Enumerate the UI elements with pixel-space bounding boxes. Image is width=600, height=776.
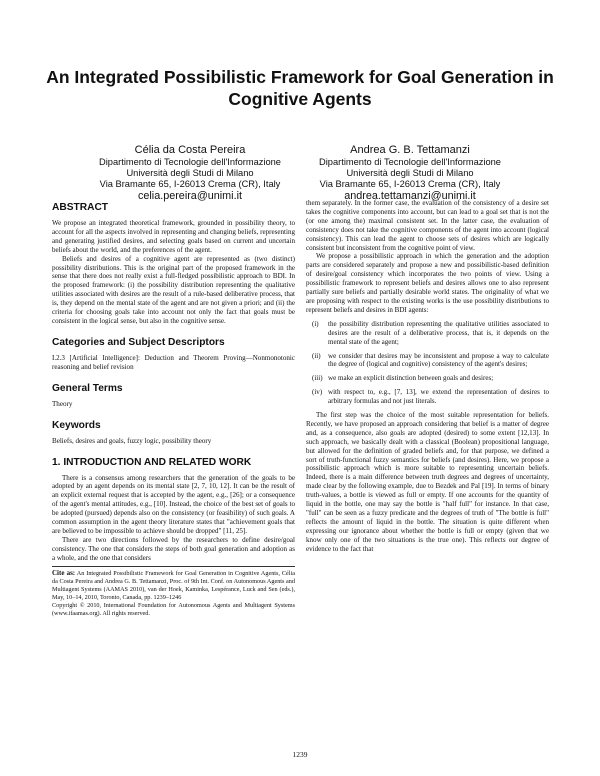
author-univ: Università degli Studi di Milano [126,168,254,178]
author-email: celia.pereira@unimi.it [138,190,242,202]
general-terms-text: Theory [52,399,73,408]
author-address: Via Bramante 65, I-26013 Crema (CR), Italy [319,179,501,189]
intro-paragraph: There are two directions followed by the researchers to define desire/goal consistency. The one that considers the steps of both goal generation and adoption as a whole, and the one that considers [52,535,295,562]
list-item: (ii) we consider that desires may be inconsistent and propose a way to calculate the degree of (logical and cognitive) consistency of the agent's desires; [312,351,549,369]
list-item: (iv) with respect to, e.g., [7, 13], we extend the representation of desires to arbitrary formulas and not just literals. [312,388,549,406]
abstract-paragraph: Beliefs and desires of a cognitive agent are represented as (two distinct) possibility distributions. This is the original part of the proposed framework in the sense that there does not really exist a full-fledged possibilistic approach to BDI. In the proposed framework: (i) the possibility distribution representing the qualitative utilities associated with desires are the result of a rule-based deliberative process, that is, they depend on the mental state of the agent and are not given a priori; and (ii) the criteria for choosing goals take into account not only the fact that goals must be consistent in the logical sense, but also in the cognitive sense. [52,254,295,325]
cite-text: An Integrated Possibilistic Framework for Goal Generation in Cognitive Agents, Célia da Costa Pereira and Andrea G. B. Tettamanzi, Proc. of 9th Int. Conf. on Autonomous Agents and Multiagent Systems (AAMAS 2010), van der Hoek, Kaminka, Lespérance, Luck and Sen (eds.), May, 10–14, 2010, Toronto, Canada, pp. 1239–1246 [52,569,295,601]
body-paragraph: We propose a possibilistic approach in which the generation and the adoption parts are considered separately and propose a new and possibilistic-based definition of desire/goal consistency which incorporates the two points of view. Using a possibilistic framework to represent beliefs and desires allows one to also represent partially sure beliefs and partially desirable world states. The originality of what we are proposing with respect to the existing works is the use possibility distributions to represent beliefs and desires in BDI agents: [306,252,549,314]
body-paragraph: The first step was the choice of the most suitable representation for beliefs. Recently, we have proposed an approach considering that belief is a matter of degree and, as a consequence, also goals are adopted (desired) to some extent [12,13]. In such approach, we basically dealt with a classical (Boolean) propositional language, but allowed for the definition of graded beliefs and, for that purpose, we defined a sort of truth-functional fuzzy semantics for beliefs (and desires). Here, we propose a possibilistic approach which is more suitable to representing uncertain beliefs. Indeed, there is a main difference between truth degrees and degrees of uncertainty, made clear by the following example, due to Bezdek and Pal [19]. In terms of binary truth-values, a bottle is viewed as full or empty. If one accounts for the quantity of liquid in the bottle, one may say the bottle is "half full" for instance. In that case, "full" can be seen as a fuzzy predicate and the degrees of truth of "The bottle is full" reflects the amount of liquid in the bottle. The situation is quite different when expressing our ignorance about whether the bottle is full or empty (given that we know only one of the two situations is the true one). This reflects our degree of evidence to the fact that [306,411,549,553]
right-column [306,199,549,554]
contribution-list [306,320,549,406]
page-number: 1239 [292,750,308,759]
author-dept: Dipartimento di Tecnologie dell'Informazione [319,157,501,167]
intro-heading: 1. INTRODUCTION AND RELATED WORK [52,456,252,468]
author-address: Via Bramante 65, I-26013 Crema (CR), Italy [99,179,281,189]
general-terms-heading: General Terms [52,382,123,394]
abstract-paragraph: We propose an integrated theoretical framework, grounded in possibility theory, to account for all the aspects involved in representing and changing beliefs, representing and generating justified desires, and selecting goals based on current and uncertain beliefs about the world, and the preferences of the agent. [52,219,295,254]
body-paragraph: them separately. In the former case, the evaluation of the consistency of a desire set takes the cognitive components into account, but can lead to a goal set that is not the (or one among the) maximal consistent set. In the latter case, the evaluation of consistency does not take the cognitive components of the agent into account (logical consistency). This can lead the agent to choose sets of desires which are logically consistent but inconsistent from the cognitive point of view. [306,199,549,252]
list-item: (i) the possibility distribution representing the qualitative utilities associated to desires are the result of a deliberative process, that is, it depends on the mental state of the agent; [312,319,549,346]
author-univ: Università degli Studi di Milano [346,168,474,178]
left-column [52,199,295,618]
author-block-2 [290,143,530,203]
keywords-text: Beliefs, desires and goals, fuzzy logic, possibility theory [52,436,212,445]
list-item: (iii) we make an explicit distinction between goals and desires; [312,374,494,383]
categories-heading: Categories and Subject Descriptors [52,336,225,348]
author-email: andrea.tettamanzi@unimi.it [344,190,476,202]
paper-title: An Integrated Possibilistic Framework for Goal Generation in Cognitive Agents [46,67,554,109]
author-block-1 [70,143,310,203]
cite-label: Cite as: [52,568,76,577]
keywords-heading: Keywords [52,419,101,431]
copyright-text: Copyright © 2010, International Foundation for Autonomous Agents and Multiagent Systems (www.ifaamas.org). All rights reserved. [52,601,295,617]
author-name: Célia da Costa Pereira [134,144,246,156]
categories-text: I.2.3 [Artificial Intelligence]: Deduction and Theorem Proving—Nonmonotonic reasoning and belief revision [52,353,295,371]
author-name: Andrea G. B. Tettamanzi [350,144,470,156]
abstract-heading: ABSTRACT [52,202,109,213]
author-dept: Dipartimento di Tecnologie dell'Informazione [99,157,281,167]
intro-paragraph: There is a consensus among researchers that the generation of the goals to be adopted by an agent depends on its mental state [2, 7, 10, 12]. It can be the result of an explicit external request that is accepted by the agent, e.g., [26]; or a consequence of the agent's mental attitudes, e.g., [10]. Instead, the choice of the best set of goals to be adopted (pursued) depends also on the consistency (or feasibility) of such goals. A common assumption in the agent theory literature states that "achievement goals that are believed to be impossible to achieve should be dropped" [11, 25]. [52,473,295,535]
citation-box [52,566,295,618]
